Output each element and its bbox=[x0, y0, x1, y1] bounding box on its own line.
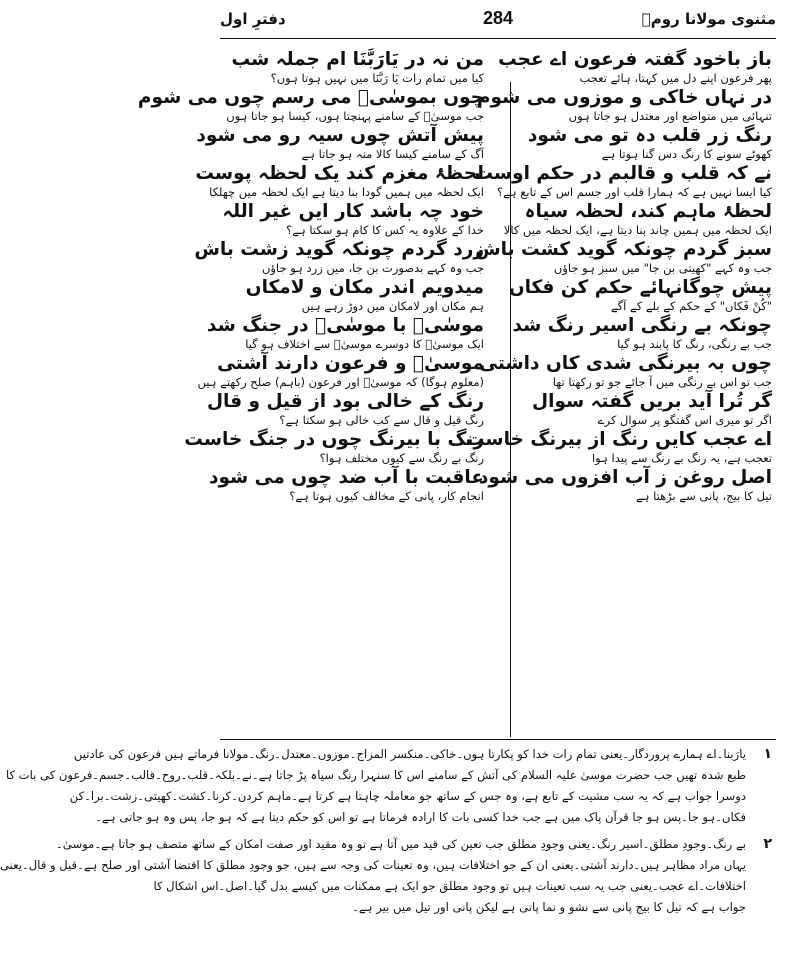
footnotes bbox=[0, 744, 776, 918]
persian-verse: لحظۂ مغزم کند یک لحظہ پوست bbox=[195, 163, 484, 184]
urdu-translation: پھر فرعون اپنے دل میں کہتا، ہائے تعجب bbox=[579, 71, 772, 85]
persian-verse: لحظۂ ماہم کند، لحظہ سیاہ bbox=[524, 201, 772, 222]
persian-verse: رنگ با بیرنگ چوں در جنگ خاست bbox=[184, 429, 484, 450]
persian-verse: میدویم اندر مکان و لامکاں bbox=[245, 277, 484, 298]
couplet bbox=[498, 48, 772, 86]
couplet bbox=[465, 428, 772, 466]
footnote-line: بے رنگ۔وجودِ مطلق۔اسیر رنگ۔یعنی وجودِ مطلق جب تعین کی قید میں آتا ہے تو وہ مقید اور صفت امکان کے ساتھ متصف ہو جاتا ہے۔موسیٰ۔ bbox=[56, 837, 746, 851]
persian-verse: پیش چوگانہائے حکم کن فکاں bbox=[508, 277, 772, 298]
couplet bbox=[476, 86, 772, 124]
persian-verse: اے عجب کایں رنگ از بیرنگ خاست bbox=[465, 429, 772, 450]
urdu-translation: کیا میں تمام رات یَا رَبَّنَا میں نہیں ہوتا ہوں؟ bbox=[270, 71, 484, 85]
persian-verse: نے کہ قلب و قالبم در حکم اوست bbox=[474, 163, 772, 184]
persian-verse: باز باخود گفتہ فرعون اے عجب bbox=[498, 49, 772, 70]
footnote-line: یارَبنا۔اے ہمارے پروردگار۔یعنی تمام رات خدا کو پکارتا ہوں۔خاکی۔منکسر المزاج۔موزوں۔معتدل۔رنگ۔مولانا فرماتے ہیں فرعون کی عادتیں bbox=[73, 747, 746, 761]
couplet bbox=[196, 124, 484, 162]
couplet bbox=[508, 276, 772, 314]
couplet bbox=[220, 276, 484, 314]
couplet bbox=[206, 314, 484, 352]
couplet bbox=[474, 162, 772, 200]
couplet bbox=[508, 314, 772, 352]
urdu-translation: جب بے رنگی، رنگ کا پابند ہو گیا bbox=[617, 337, 772, 351]
urdu-translation: ہم مکان اور لامکان میں دوڑ رہے ہیں bbox=[301, 299, 484, 313]
page-number: 284 bbox=[482, 8, 514, 28]
persian-verse: من نہ در یَارَبَّنَا ام جملہ شب bbox=[231, 49, 484, 70]
urdu-translation: جب موسیٰؑ کے سامنے پہنچتا ہوں، کیسا ہو جاتا ہوں bbox=[226, 109, 484, 123]
persian-verse: زرد گردم چونکہ گوید زشت باش bbox=[194, 239, 484, 260]
footnote-line: جواب ہے کہ تیل کا بیج پانی سے نشو و نما پاتی ہے لیکن پانی اور تیل میں بیر ہے۔ bbox=[352, 900, 746, 914]
urdu-translation: تنہائی میں متواضع اور معتدل ہو جاتا ہوں bbox=[568, 109, 772, 123]
column-divider bbox=[510, 82, 511, 737]
urdu-translation: کیا ایسا نہیں ہے کہ ہمارا قلب اور جسم اس کے تابع ہے؟ bbox=[497, 185, 772, 199]
footnote-line: دوسرا جواب ہے کہ یہ سب مشیت کے تابع ہے، وہ جس کے ساتھ جو معاملہ چاہتا ہے کرتا ہے۔ماہم کردن۔کرنا۔کشت۔کھیتی۔زشت۔برا۔کن bbox=[69, 789, 746, 803]
couplet bbox=[503, 200, 772, 238]
right-verse-column bbox=[465, 48, 772, 504]
couplet bbox=[475, 238, 772, 276]
couplet bbox=[508, 124, 772, 162]
couplet bbox=[508, 390, 772, 428]
footnote bbox=[0, 834, 776, 918]
couplet bbox=[220, 48, 484, 86]
persian-verse: سبز گردم چونکہ گوید کشت باش bbox=[475, 239, 772, 260]
urdu-translation: تیل کا بیج، پانی سے بڑھتا ہے bbox=[635, 489, 772, 503]
persian-verse: موسیٰؑ و فرعون دارند آشتی bbox=[217, 353, 484, 374]
couplet bbox=[137, 86, 484, 124]
persian-verse: عاقبت با آب ضد چوں می شود bbox=[208, 467, 484, 488]
header-rule bbox=[220, 38, 776, 39]
volume-title: دفترِ اول bbox=[220, 10, 286, 28]
urdu-translation: رنگ قیل و قال سے کب خالی ہو سکتا ہے؟ bbox=[279, 413, 484, 427]
persian-verse: چونکہ بے رنگی اسیر رنگ شد bbox=[512, 315, 772, 336]
urdu-translation: انجام کار، پانی کے مخالف کیوں ہوتا ہے؟ bbox=[289, 489, 484, 503]
persian-verse: اصل روغن ز آب افزوں می شود bbox=[478, 467, 772, 488]
urdu-translation: جب وہ کہے "کھیتی بن جا" میں سبز ہو جاؤں bbox=[553, 261, 772, 275]
urdu-translation: کھوٹے سونے کا رنگ دس گنا ہوتا ہے bbox=[601, 147, 772, 161]
couplet bbox=[479, 352, 772, 390]
persian-verse: گر تُرا آید بریں گفتہ سوال bbox=[532, 391, 772, 412]
persian-verse: رنگ زر قلب دہ تو می شود bbox=[527, 125, 772, 146]
persian-verse: خود چہ باشد کار ایں غیر اللہ bbox=[222, 201, 484, 222]
book-title: مثنوی مولانا رومؒ bbox=[641, 10, 776, 28]
couplet bbox=[194, 238, 484, 276]
persian-verse: چوں بہ بیرنگی شدی کاں داشتی bbox=[479, 353, 772, 374]
urdu-translation: ایک لحظہ میں ہمیں گودا بنا دیتا ہے ایک لحظہ میں چھلکا bbox=[209, 185, 484, 199]
persian-verse: رنگ کے خالی بود از قیل و قال bbox=[207, 391, 484, 412]
urdu-translation: جب تو اس بے رنگی میں آ جائے جو تو رکھتا تھا bbox=[552, 375, 772, 389]
urdu-translation: آگ کے سامنے کیسا کالا منہ ہو جاتا ہے bbox=[301, 147, 484, 161]
couplet bbox=[478, 466, 772, 504]
urdu-translation: اگر تو میری اس گفتگو پر سوال کرے bbox=[597, 413, 772, 427]
urdu-translation: رنگ بے رنگ سے کیوں مختلف ہوا؟ bbox=[319, 451, 484, 465]
couplet bbox=[195, 162, 484, 200]
urdu-translation: خدا کے علاوہ یہ کس کا کام ہو سکتا ہے؟ bbox=[286, 223, 484, 237]
couplet bbox=[208, 466, 484, 504]
persian-verse: موسٰیؑ با موسٰیؑ در جنگ شد bbox=[206, 315, 484, 336]
couplet bbox=[207, 390, 484, 428]
couplet bbox=[184, 428, 484, 466]
footnote bbox=[5, 744, 776, 828]
left-verse-column bbox=[137, 48, 484, 504]
page-header bbox=[220, 6, 776, 38]
couplet bbox=[197, 352, 484, 390]
footnote-line: یہاں مراد مظاہر ہیں۔دارند آشتی۔یعنی ان کے جو اختلافات ہیں، وہ تعینات کی وجہ سے ہیں، جو وجودِ مطلق کا اقتضا آشتی اور صلح ہے۔قیل و قال۔یعنی bbox=[0, 858, 746, 872]
couplet bbox=[220, 200, 484, 238]
persian-verse: چوں بموسٰیؑ می رسم چوں می شوم bbox=[137, 87, 484, 108]
persian-verse: در نہاں خاکی و موزوں می شوم bbox=[476, 87, 772, 108]
urdu-translation: "کُنْ فَکاں" کے حکم کے بلے کے آگے bbox=[610, 299, 772, 313]
footnote-line: اختلافات۔اے عجب۔یعنی جب یہ سب تعینات ہیں تو وجود مطلق جو ایک ہے ممکنات میں کیسے بدل گیا۔اصل۔اس اشکال کا bbox=[153, 879, 746, 893]
footnote-number: ۱ bbox=[763, 746, 772, 762]
urdu-translation: ایک موسیٰؑ کا دوسرے موسیٰؑ سے اختلاف ہو گیا bbox=[245, 337, 484, 351]
persian-verse: پیش آتش چوں سیہ رو می شود bbox=[196, 125, 484, 146]
verse-frame bbox=[137, 42, 776, 737]
urdu-translation: تعجب ہے، یہ رنگ بے رنگ سے پیدا ہوا bbox=[591, 451, 772, 465]
footnote-line: طبع شدہ تھیں جب حضرت موسیٰ علیہ السلام کی آتش کے سامنے اس کا سنہرا رنگ سیاہ پڑ جاتا ہے۔نے۔بلکہ۔قلب۔روح۔قالب۔جسم۔فرعون کی بات کا bbox=[5, 768, 746, 782]
urdu-translation: ایک لحظہ میں ہمیں چاند بنا دیتا ہے، ایک لحظہ میں کالا bbox=[503, 223, 772, 237]
urdu-translation: جب وہ کہے بدصورت بن جا، میں زرد ہو جاؤں bbox=[261, 261, 484, 275]
footnote-number: ۲ bbox=[763, 836, 772, 852]
footnote-line: فکاں۔ہو جا۔پس ہو جا قرآن پاک میں ہے جب خدا کسی بات کا ارادہ فرماتا ہے تو اس کو حکم دیتا ہے کہ ہو جا، پس وہ ہو جاتی ہے۔ bbox=[95, 810, 746, 824]
footnote-rule bbox=[220, 739, 776, 740]
urdu-translation: (معلوم ہوگا) کہ موسیٰؑ اور فرعون (باہم) صلح رکھتے ہیں bbox=[197, 375, 484, 389]
